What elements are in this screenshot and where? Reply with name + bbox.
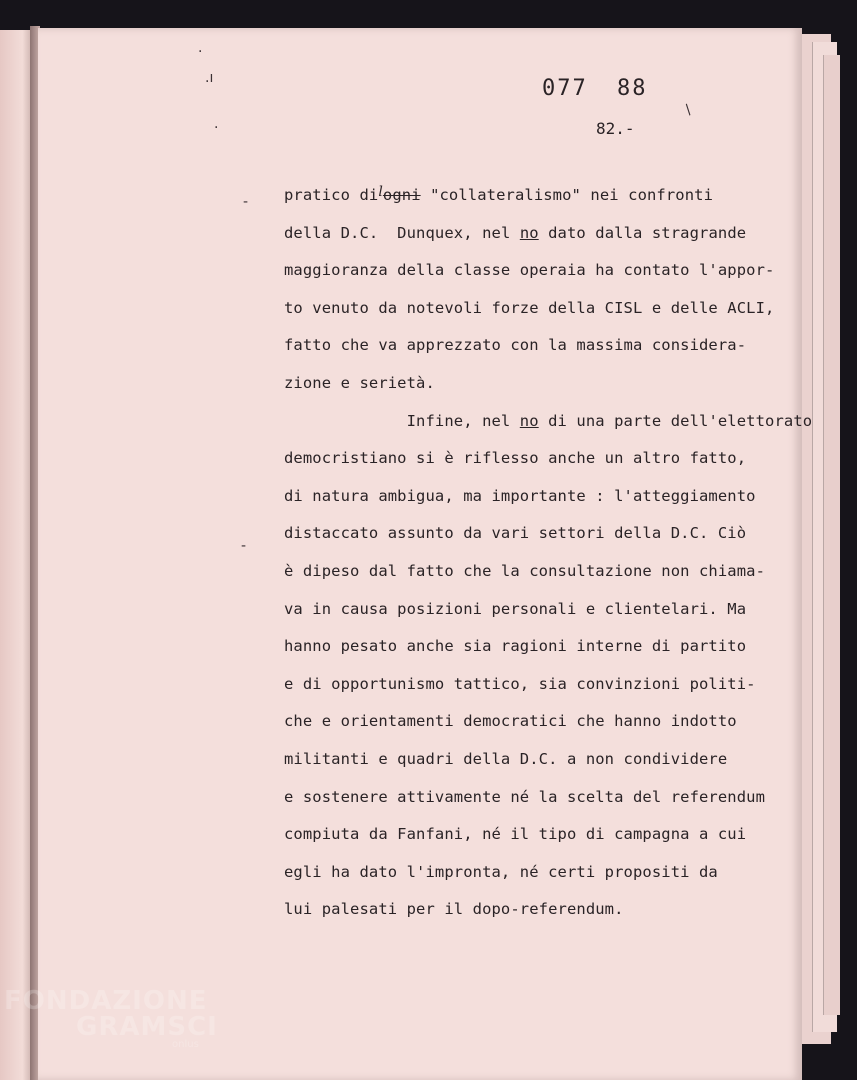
text-run: i <box>368 186 379 204</box>
text-run: e di opportunismo tattico, sia convinzioni politi- <box>284 674 756 693</box>
text-line <box>284 750 784 788</box>
text-run: Infine, nel <box>284 411 520 430</box>
text-line <box>284 224 784 262</box>
watermark-logo <box>4 988 218 1050</box>
text-line <box>284 487 784 525</box>
margin-mark: · <box>214 120 219 136</box>
body-text <box>284 184 813 938</box>
text-run: che e orientamenti democratici che hanno indotto <box>284 712 737 731</box>
text-run: hanno pesato anche sia ragioni interne di partito <box>284 637 747 656</box>
text-line <box>284 900 784 938</box>
text-line <box>284 637 784 675</box>
text-line <box>284 411 813 450</box>
text-run: , nel <box>463 223 520 242</box>
text-line <box>284 675 784 713</box>
text-run: di natura ambigua, ma importante : l'atteggiamento <box>284 486 756 505</box>
text-line <box>284 449 784 487</box>
handwritten-correction: l <box>378 184 383 200</box>
margin-mark: · <box>198 44 203 60</box>
margin-mark: .ı <box>205 70 214 86</box>
underlined-word: no <box>519 411 539 430</box>
text-run: lui palesati per il dopo-referendum. <box>284 900 624 919</box>
text-run: compiuta da Fanfani, né il tipo di campagna a cui <box>284 825 747 844</box>
text-run: "collateralismo" nei confronti <box>420 186 714 204</box>
watermark-line: FONDAZIONE <box>4 986 208 1016</box>
text-run: to venuto da notevoli forze della CISL e delle ACLI, <box>284 298 775 317</box>
text-run: maggioranza della classe operaia ha contato l'appor- <box>284 261 775 280</box>
text-run: va in causa posizioni personali e clientelari. Ma <box>284 599 747 618</box>
text-line <box>284 261 784 299</box>
text-run: democristiano si è riflesso anche un altro fatto, <box>284 449 747 468</box>
archive-number: 077 88 <box>542 76 648 101</box>
watermark-line: GRAMSCI <box>76 1012 218 1042</box>
facing-page-edge <box>0 30 32 1080</box>
text-run: x <box>453 223 464 242</box>
text-line <box>284 299 784 337</box>
margin-mark: - <box>241 538 247 554</box>
text-line <box>284 186 784 224</box>
page-number: 82.- <box>596 119 635 138</box>
text-run: dato dalla stragrande <box>538 223 747 242</box>
text-line <box>284 562 784 600</box>
struck-word: ogni <box>382 186 421 204</box>
text-run: è dipeso dal fatto che la consultazione non chiama- <box>284 561 766 580</box>
watermark-line: onlus <box>172 1039 199 1050</box>
text-run: militanti e quadri della D.C. a non condividere <box>284 749 728 768</box>
text-line <box>284 600 784 638</box>
text-line <box>284 374 784 412</box>
underlined-word: no <box>519 223 539 242</box>
text-run: distaccato assunto da vari settori della D.C. Ciò <box>284 524 747 543</box>
text-line <box>284 336 784 374</box>
text-run: della D.C. Dunque <box>284 223 454 242</box>
pen-tick-mark: / <box>681 102 695 118</box>
text-run: egli ha dato l'impronta, né certi propositi da <box>284 862 718 881</box>
text-line <box>284 825 784 863</box>
text-line <box>284 712 784 750</box>
margin-mark: - <box>243 194 249 210</box>
text-run: pratico d <box>284 186 369 204</box>
text-run: fatto che va apprezzato con la massima considera- <box>284 336 747 355</box>
text-line <box>284 788 784 826</box>
text-run: di una parte dell'elettorato <box>538 411 813 430</box>
page-stack-edge <box>823 55 840 1015</box>
text-run: zione e serietà. <box>284 373 435 392</box>
text-line <box>284 524 784 562</box>
text-line <box>284 863 784 901</box>
text-run: e sostenere attivamente né la scelta del referendum <box>284 787 766 806</box>
